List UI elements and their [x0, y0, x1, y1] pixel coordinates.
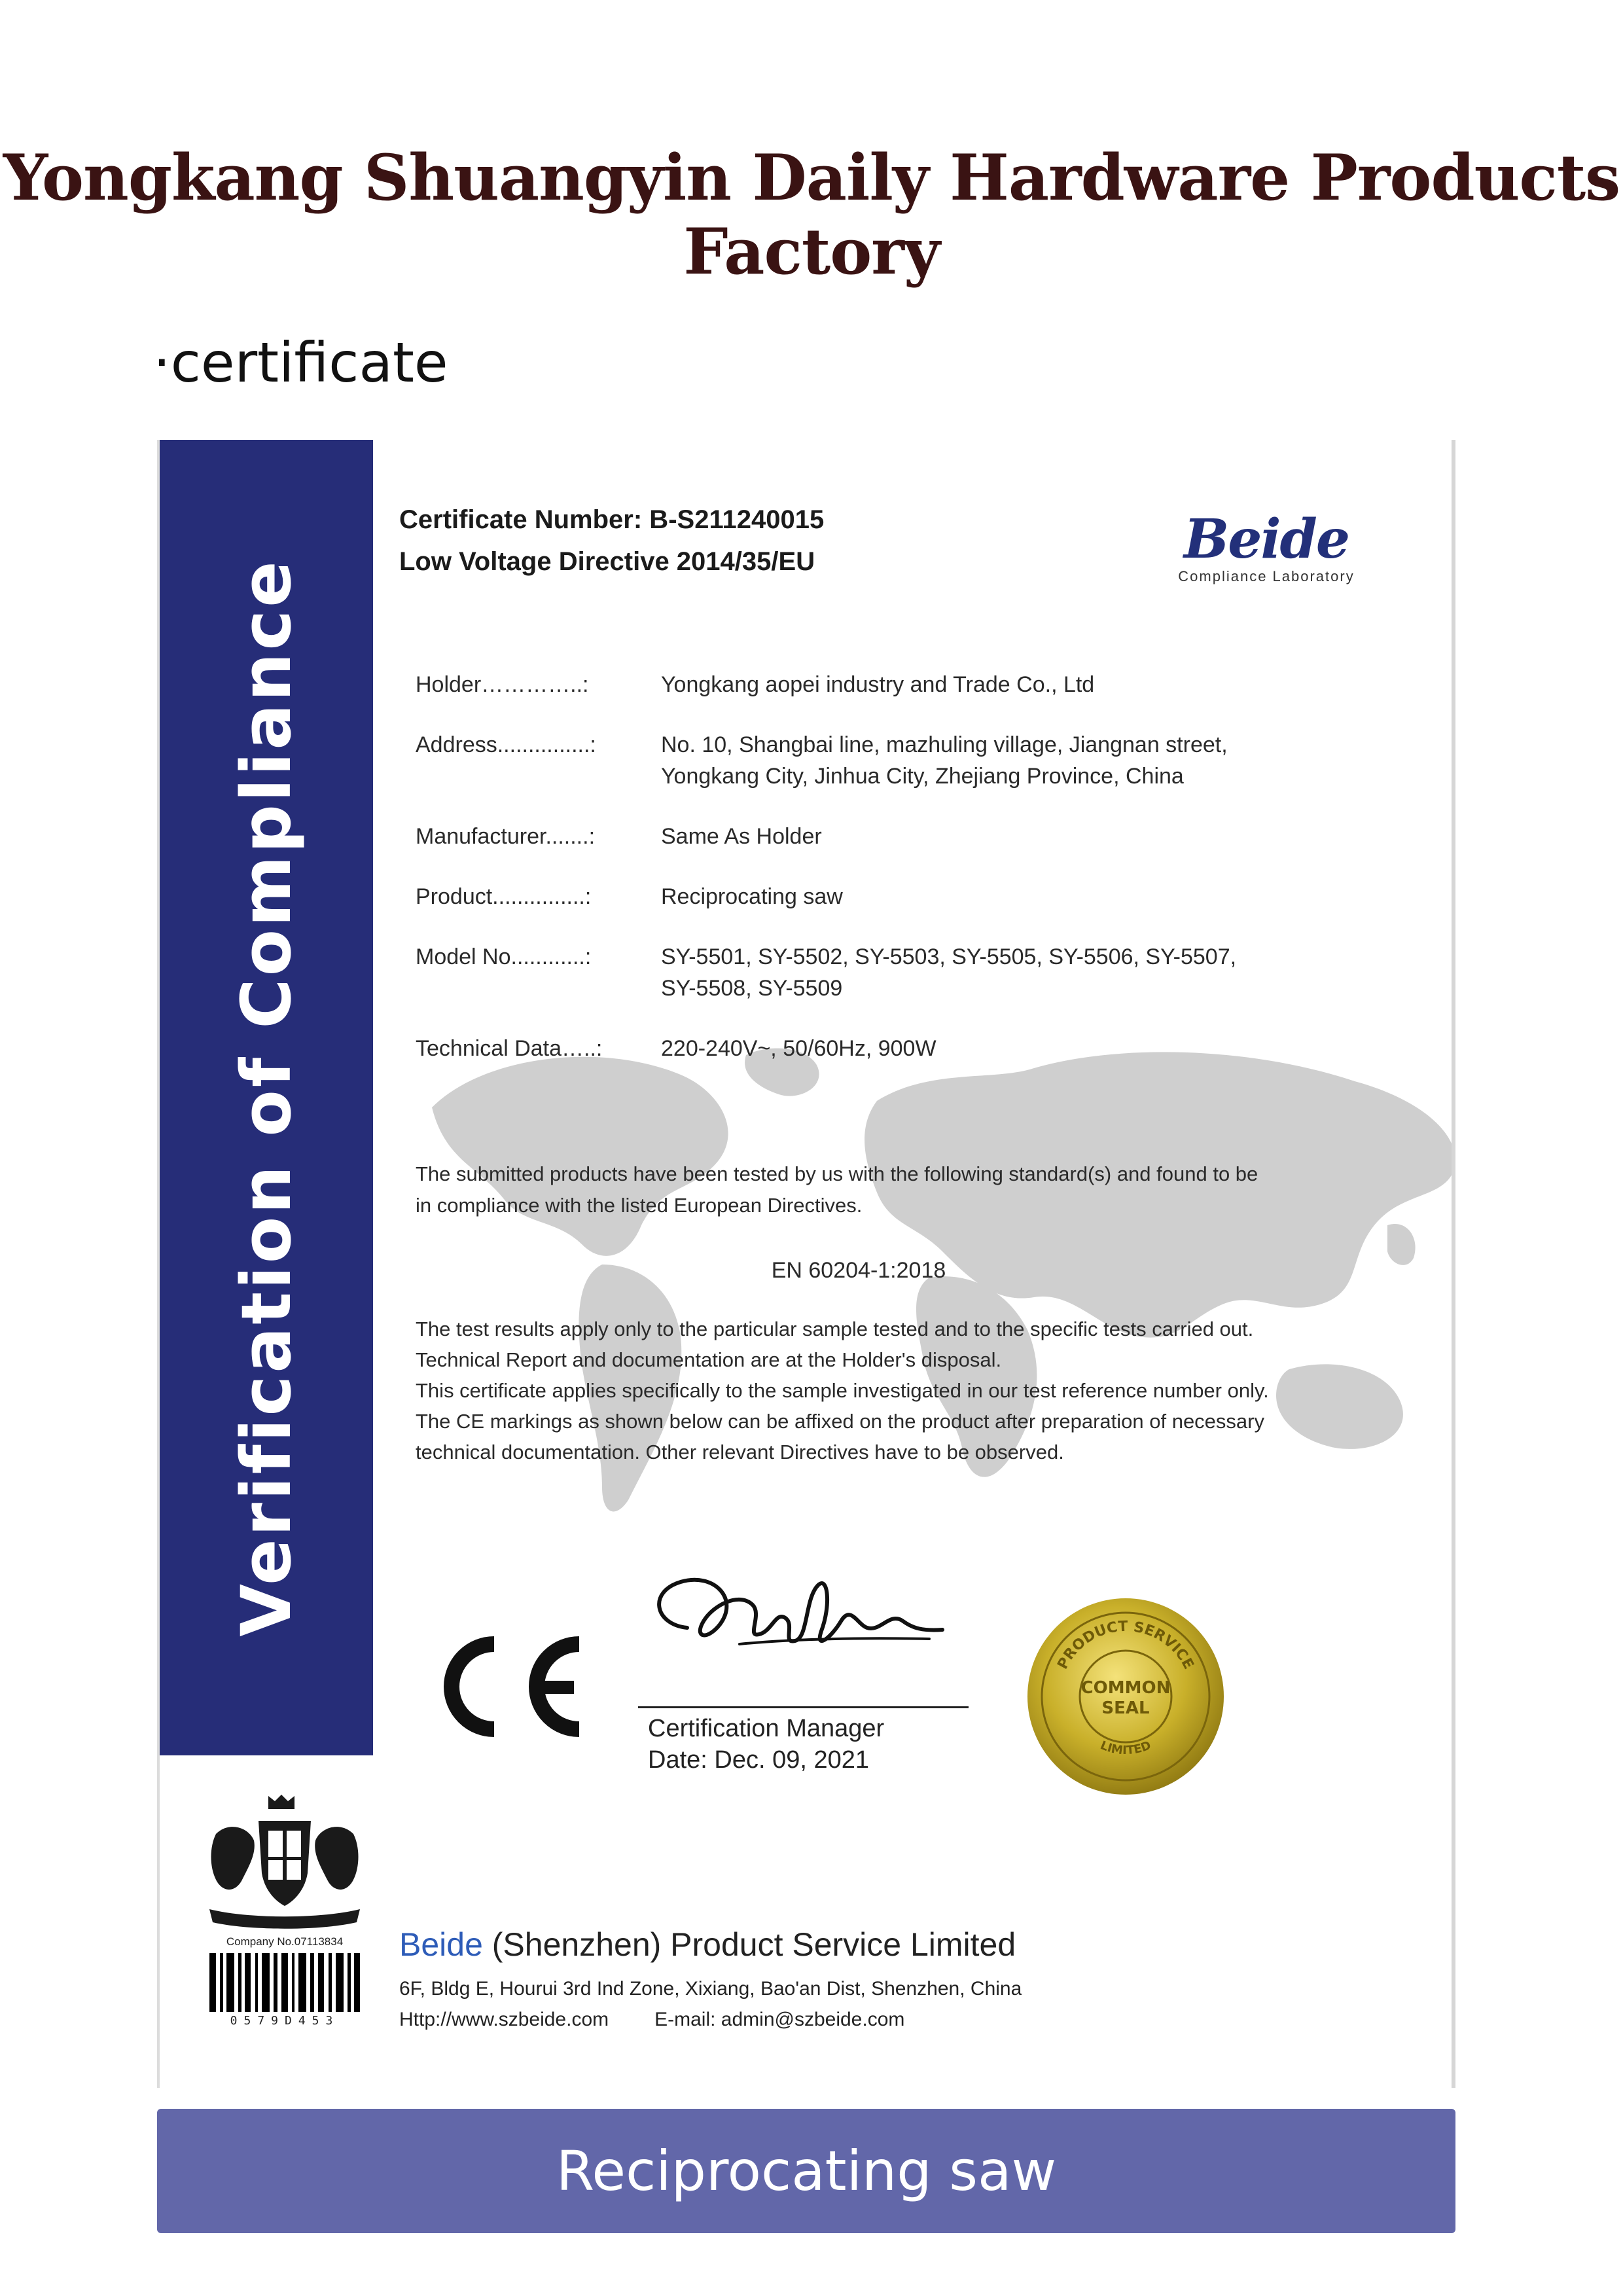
field-value-line: No. 10, Shangbai line, mazhuling village, Jiangnan street, [661, 732, 1228, 757]
seal-top-text: PRODUCT SERVICE [1054, 1618, 1197, 1672]
beide-logo [1149, 508, 1384, 585]
field-value-line: Yongkang aopei industry and Trade Co., Ltd [661, 672, 1095, 697]
signature-role: Certification Manager [648, 1715, 885, 1742]
field-manufacturer [416, 821, 1436, 852]
field-technical-data [416, 1033, 1436, 1064]
certificate-header [399, 499, 824, 583]
certificate-side-title: Verification of Compliance [226, 558, 306, 1637]
field-value [661, 669, 1436, 700]
statement-line: in compliance with the listed European Directives. [416, 1194, 863, 1217]
factory-title: Yongkang Shuangyin Daily Hardware Products Factory [3, 141, 1620, 289]
certificate-fields [416, 669, 1436, 1093]
certificate-side-band [160, 440, 373, 1755]
signature-icon [641, 1566, 949, 1677]
gold-seal-icon [1008, 1592, 1243, 1801]
issuer-website: Http://www.szbeide.com [399, 2009, 609, 2030]
certificate-number: Certificate Number: B-S211240015 [399, 505, 825, 534]
issuer-address: 6F, Bldg E, Hourui 3rd Ind Zone, Xixiang, Bao'an Dist, Shenzhen, China [399, 1978, 1022, 2000]
seal-bottom-text: LIMITED [1098, 1738, 1153, 1758]
field-label: Technical Data…..: [416, 1036, 603, 1061]
product-name-label: Reciprocating saw [556, 2139, 1057, 2203]
section-label: ·certificate [153, 331, 448, 395]
field-value-line: SY-5508, SY-5509 [661, 976, 843, 1001]
product-name-bar [157, 2109, 1455, 2233]
field-value [661, 729, 1436, 792]
beide-logo-subtitle: Compliance Laboratory [1178, 568, 1355, 584]
field-value [661, 1033, 1436, 1064]
beide-logo-name: Beide [1183, 508, 1349, 571]
test-standard: EN 60204-1:2018 [771, 1258, 946, 1283]
field-value [661, 881, 1436, 912]
ce-mark-icon [422, 1631, 592, 1742]
notes-line: Technical Report and documentation are at the Holder's disposal. [416, 1348, 1002, 1371]
certificate-image [157, 440, 1455, 2088]
field-product [416, 881, 1436, 912]
seal-center-line2: SEAL [1101, 1698, 1150, 1718]
company-number: Company No.07113834 [226, 1935, 344, 1948]
statement-line: The submitted products have been tested by us with the following standard(s) and found to be [416, 1162, 1258, 1185]
notes-line: The test results apply only to the particular sample tested and to the specific tests carried out. [416, 1318, 1254, 1340]
issuer-brand: Beide [399, 1926, 483, 1963]
field-label: Address...............: [416, 732, 596, 757]
barcode-digits: 0579D453 [230, 2014, 340, 2028]
certificate-directive: Low Voltage Directive 2014/35/EU [399, 547, 815, 576]
field-value-line: Same As Holder [661, 824, 822, 849]
signature-date: Date: Dec. 09, 2021 [648, 1746, 869, 1774]
issuer-contact [399, 2009, 950, 2031]
field-label: Manufacturer.......: [416, 824, 596, 849]
certificate-notes [416, 1314, 1436, 1467]
compliance-statement [416, 1158, 1397, 1221]
field-label: Model No............: [416, 944, 592, 969]
signature-line [638, 1706, 969, 1708]
issuer-email: E-mail: admin@szbeide.com [654, 2009, 905, 2030]
field-holder [416, 669, 1436, 700]
field-label: Product...............: [416, 884, 592, 909]
royal-crest-icon [196, 1795, 373, 1932]
notes-line: This certificate applies specifically to the sample investigated in our test reference number only. [416, 1379, 1269, 1402]
field-label: Holder…………..: [416, 672, 589, 697]
seal-center-line1: COMMON [1080, 1678, 1171, 1698]
field-address [416, 729, 1436, 792]
field-value [661, 941, 1436, 1004]
field-value-line: 220-240V~, 50/60Hz, 900W [661, 1036, 936, 1061]
issuer-name-rest: (Shenzhen) Product Service Limited [482, 1926, 1016, 1963]
field-value [661, 821, 1436, 852]
barcode-icon [209, 1953, 360, 2012]
notes-line: The CE markings as shown below can be affixed on the product after preparation of necessary [416, 1410, 1264, 1433]
field-value-line: Reciprocating saw [661, 884, 843, 909]
field-value-line: SY-5501, SY-5502, SY-5503, SY-5505, SY-5506, SY-5507, [661, 944, 1237, 969]
field-model-no [416, 941, 1436, 1004]
issuer-name [399, 1926, 1016, 1964]
notes-line: technical documentation. Other relevant Directives have to be observed. [416, 1441, 1064, 1463]
field-value-line: Yongkang City, Jinhua City, Zhejiang Province, China [661, 764, 1184, 789]
